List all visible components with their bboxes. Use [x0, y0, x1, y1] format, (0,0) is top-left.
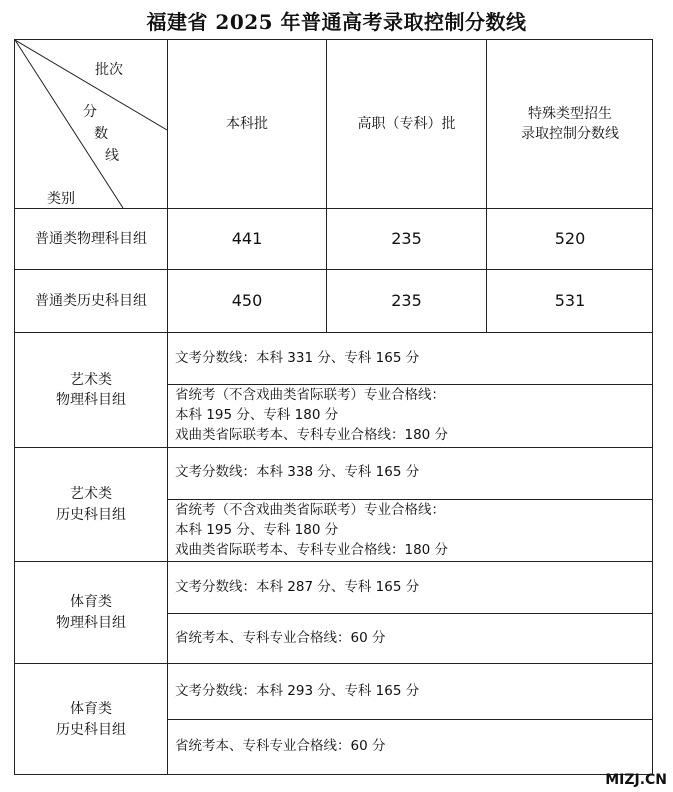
corner-category-label: 类别: [47, 191, 75, 207]
group-label-line1: 体育类: [70, 701, 112, 718]
header-col-2-text: 高职（专科）批: [357, 115, 456, 132]
site-watermark: MIZJ.CN: [605, 772, 667, 788]
score-cell: 441: [231, 229, 263, 249]
header-col-1-text: 本科批: [226, 115, 268, 132]
page-title: 福建省 2025 年普通高考录取控制分数线: [146, 10, 527, 34]
corner-score-label-2: 数: [94, 126, 108, 142]
corner-diagonals: [15, 40, 168, 208]
group-label-line2: 历史科目组: [56, 506, 126, 523]
group-label: [15, 664, 167, 775]
row-label: 普通类历史科目组: [35, 292, 147, 309]
row-divider: [167, 613, 653, 614]
header-col-3-line1: 特殊类型招生: [528, 105, 612, 122]
group-label: [15, 562, 167, 663]
score-cell: 235: [391, 229, 422, 249]
score-cell: 450: [231, 291, 263, 311]
culture-score-line: 文考分数线：本科 293 分、专科 165 分: [175, 683, 420, 699]
header-col-vocational: [327, 40, 486, 208]
group-label-line1: 艺术类: [70, 486, 112, 503]
culture-score-line: 文考分数线：本科 338 分、专科 165 分: [175, 464, 420, 480]
professional-line: 省统考（不含戏曲类省际联考）专业合格线：: [175, 387, 445, 403]
group-label-line1: 艺术类: [70, 371, 112, 388]
group-label-line2: 物理科目组: [56, 392, 126, 408]
group-label-line2: 历史科目组: [56, 721, 126, 738]
corner-score-label-1: 分: [83, 104, 97, 120]
row-label: 普通类物理科目组: [35, 230, 147, 247]
culture-score-line: 文考分数线：本科 287 分、专科 165 分: [175, 579, 420, 595]
culture-score-line: 文考分数线：本科 331 分、专科 165 分: [175, 350, 420, 366]
group-label: [15, 448, 167, 561]
row-divider: [167, 719, 653, 720]
professional-line: 省统考本、专科专业合格线：60 分: [175, 738, 386, 754]
score-cell: 520: [554, 229, 586, 249]
score-table: [14, 39, 653, 775]
row-divider: [167, 384, 653, 385]
professional-line: 省统考（不含戏曲类省际联考）专业合格线：: [175, 502, 445, 518]
group-label: [15, 333, 167, 447]
header-col-undergraduate: [168, 40, 326, 208]
score-cell: 235: [391, 291, 422, 311]
professional-line: 本科 195 分、专科 180 分: [175, 407, 339, 423]
group-label-line1: 体育类: [70, 594, 112, 611]
professional-line: 省统考本、专科专业合格线：60 分: [175, 630, 386, 646]
group-label-line2: 物理科目组: [56, 614, 126, 631]
row-divider: [167, 499, 653, 500]
corner-batch-label: 批次: [95, 62, 123, 78]
header-col-3-line2: 录取控制分数线: [521, 126, 619, 142]
corner-score-label-3: 线: [105, 148, 119, 164]
professional-line: 本科 195 分、专科 180 分: [175, 522, 339, 538]
header-col-special: [487, 40, 653, 208]
professional-line: 戏曲类省际联考本、专科专业合格线：180 分: [175, 542, 449, 558]
professional-line: 戏曲类省际联考本、专科专业合格线：180 分: [175, 427, 449, 443]
score-cell: 531: [554, 291, 586, 311]
